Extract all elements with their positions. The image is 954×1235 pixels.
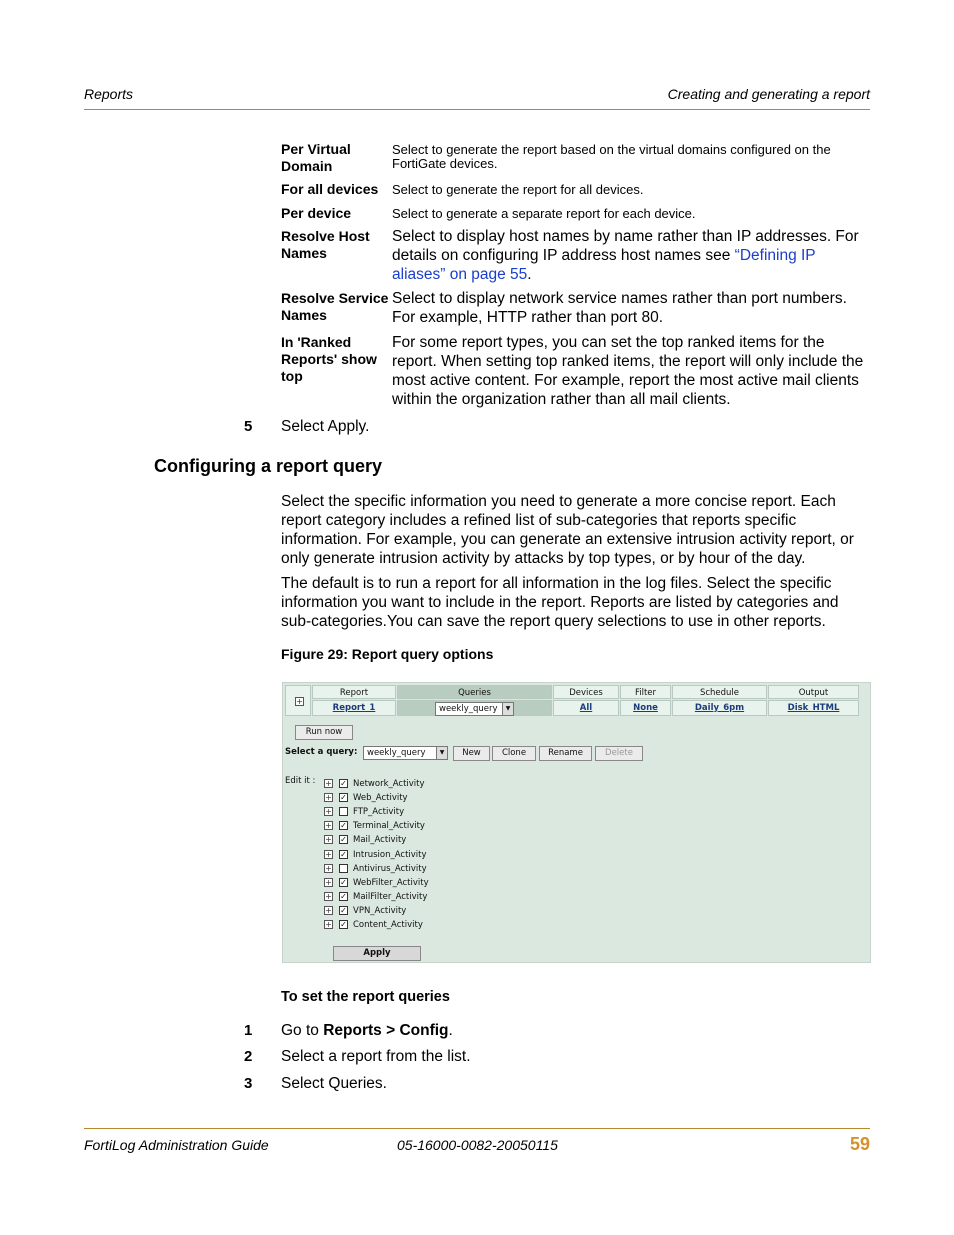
desc-per-virtual-domain: Select to generate the report based on the virtual domains configured on the FortiGate devices. <box>392 142 831 171</box>
column-header-report: Report <box>312 685 396 699</box>
query-category-item[interactable] <box>324 919 423 932</box>
cell-queries <box>397 700 552 716</box>
apply-button[interactable]: Apply <box>333 946 421 961</box>
chevron-down-icon: ▼ <box>502 703 513 715</box>
term-for-all-devices: For all devices <box>281 181 379 197</box>
column-header-output: Output <box>768 685 859 699</box>
query-category-item[interactable] <box>324 806 404 819</box>
category-checkbox[interactable]: ✓ <box>340 793 347 803</box>
schedule-link[interactable]: Daily_6pm <box>694 703 745 713</box>
expand-icon[interactable]: + <box>325 779 332 788</box>
clone-button[interactable]: Clone <box>492 746 536 761</box>
term-per-virtual-domain: Per Virtual Domain <box>281 141 351 174</box>
procedure-step-3-text: Select Queries. <box>281 1075 387 1092</box>
desc-for-all-devices: Select to generate the report for all devices. <box>392 182 644 197</box>
column-header-schedule: Schedule <box>672 685 767 699</box>
term-resolve-host-names: Resolve Host Names <box>281 228 370 261</box>
procedure-step-1-text: Go to Reports > Config. <box>281 1022 453 1039</box>
category-label: Web_Activity <box>353 793 408 804</box>
select-query-dropdown[interactable]: weekly_query ▼ <box>363 746 448 760</box>
figure-caption: Figure 29: Report query options <box>281 646 494 662</box>
procedure-step-1-number: 1 <box>244 1022 253 1039</box>
procedure-title: To set the report queries <box>281 989 450 1005</box>
category-checkbox[interactable]: ✓ <box>340 779 347 788</box>
header-rule <box>84 109 870 110</box>
category-checkbox[interactable]: ✓ <box>340 821 347 831</box>
desc-resolve-host-names: Select to display host names by name rather than IP addresses. For details on configuring IP address host names see “Defining IP aliases” on page 55. <box>392 228 859 283</box>
query-category-item[interactable] <box>324 792 408 805</box>
query-category-item[interactable] <box>324 778 425 791</box>
column-header-queries: Queries <box>397 685 552 699</box>
rename-button[interactable]: Rename <box>539 746 592 761</box>
category-checkbox[interactable]: ✓ <box>340 920 347 929</box>
expand-icon[interactable]: + <box>296 697 303 706</box>
category-label: Antivirus_Activity <box>353 863 427 874</box>
delete-button[interactable]: Delete <box>595 746 643 761</box>
expand-icon[interactable]: + <box>325 863 332 873</box>
cell-schedule <box>672 700 767 716</box>
category-label: Network_Activity <box>353 779 425 789</box>
expand-icon[interactable]: + <box>325 835 332 845</box>
cell-output <box>768 700 859 716</box>
filter-link[interactable]: None <box>633 703 658 713</box>
expand-icon[interactable]: + <box>325 905 332 915</box>
select-query-label: Select a query: <box>285 747 358 757</box>
cell-report <box>312 700 396 716</box>
query-category-item[interactable] <box>324 834 406 847</box>
term-resolve-service-names: Resolve Service Names <box>281 290 389 323</box>
header-chapter-title: Creating and generating a report <box>667 86 870 102</box>
category-label: VPN_Activity <box>353 905 407 916</box>
footer-document-id: 05-16000-0082-20050115 <box>397 1137 558 1153</box>
category-label: Content_Activity <box>353 920 423 930</box>
header-section-title: Reports <box>84 86 134 102</box>
paragraph-1: Select the specific information you need to generate a more concise report. Each report category includes a refined list of sub-categories that reports specific information. For example, you can generate an extensive intrusion activity report, or only generate intrusion activity by attacks by top types, or by hour of the day. <box>281 493 854 567</box>
cell-filter <box>620 700 671 716</box>
category-checkbox[interactable]: ✓ <box>340 891 347 901</box>
edit-it-label: Edit it : <box>285 776 316 786</box>
cell-devices <box>553 700 619 716</box>
defining-ip-aliases-link[interactable]: “Defining IP aliases” on page 55 <box>392 247 816 283</box>
query-category-item[interactable] <box>324 905 406 918</box>
procedure-step-2-number: 2 <box>244 1048 253 1065</box>
category-checkbox[interactable]: ✓ <box>340 849 347 859</box>
expand-icon[interactable]: + <box>325 891 332 901</box>
query-category-item[interactable] <box>324 849 427 862</box>
query-category-item[interactable] <box>324 863 427 876</box>
category-label: Terminal_Activity <box>353 821 425 832</box>
expand-icon[interactable]: + <box>325 821 332 831</box>
desc-resolve-service-names: Select to display network service names rather than port numbers. For example, HTTP rather than port 80. <box>392 290 847 326</box>
section-heading: Configuring a report query <box>154 456 383 476</box>
category-checkbox[interactable]: ✓ <box>340 877 347 887</box>
query-category-item[interactable] <box>324 820 425 833</box>
desc-per-device: Select to generate a separate report for each device. <box>392 206 696 221</box>
report-table <box>285 685 859 717</box>
category-label: Intrusion_Activity <box>353 849 427 860</box>
category-checkbox[interactable] <box>339 864 348 873</box>
expand-cell[interactable] <box>285 685 311 716</box>
column-header-devices: Devices <box>553 685 619 699</box>
query-category-item[interactable] <box>324 891 427 904</box>
expand-icon[interactable]: + <box>325 920 332 929</box>
output-link[interactable]: Disk_HTML <box>787 703 840 713</box>
paragraph-2: The default is to run a report for all information in the log files. Select the specific information you want to include in the report. Reports are listed by categories and sub-categories.You can save the report query selections to use in other reports. <box>281 575 839 630</box>
report-link[interactable]: Report_1 <box>332 703 376 713</box>
expand-icon[interactable]: + <box>325 877 332 887</box>
category-checkbox[interactable] <box>339 807 348 816</box>
category-label: MailFilter_Activity <box>353 891 428 902</box>
chevron-down-icon: ▼ <box>436 747 447 759</box>
run-now-button[interactable]: Run now <box>295 725 353 740</box>
step-5-text: Select Apply. <box>281 418 370 435</box>
term-ranked-reports-show-top: In 'Ranked Reports' show top <box>281 334 377 384</box>
report-query-screenshot <box>282 682 871 963</box>
category-label: Mail_Activity <box>353 835 407 846</box>
category-label: FTP_Activity <box>353 807 405 818</box>
devices-link[interactable]: All <box>579 703 593 713</box>
footer-rule <box>84 1128 870 1129</box>
step-5-number: 5 <box>244 418 253 435</box>
category-label: WebFilter_Activity <box>353 877 429 888</box>
column-header-filter: Filter <box>620 685 671 699</box>
footer-guide-title: FortiLog Administration Guide <box>84 1137 269 1153</box>
category-checkbox[interactable]: ✓ <box>340 905 347 915</box>
page-number: 59 <box>849 1134 870 1154</box>
queries-select[interactable]: weekly_query ▼ <box>435 702 514 716</box>
category-checkbox[interactable]: ✓ <box>340 835 347 845</box>
query-category-item[interactable] <box>324 877 429 890</box>
expand-icon[interactable]: + <box>325 849 332 859</box>
procedure-step-3-number: 3 <box>244 1075 253 1092</box>
desc-ranked-reports-show-top: For some report types, you can set the top ranked items for the report. When setting top ranked items, the report will only include the most active content. For example, report the most active mail clients within the organization rather than all mail clients. <box>392 334 864 408</box>
term-per-device: Per device <box>281 205 352 221</box>
expand-icon[interactable]: + <box>325 793 332 803</box>
procedure-step-2-text: Select a report from the list. <box>281 1048 471 1065</box>
new-button[interactable]: New <box>453 746 490 761</box>
expand-icon[interactable]: + <box>325 807 332 817</box>
